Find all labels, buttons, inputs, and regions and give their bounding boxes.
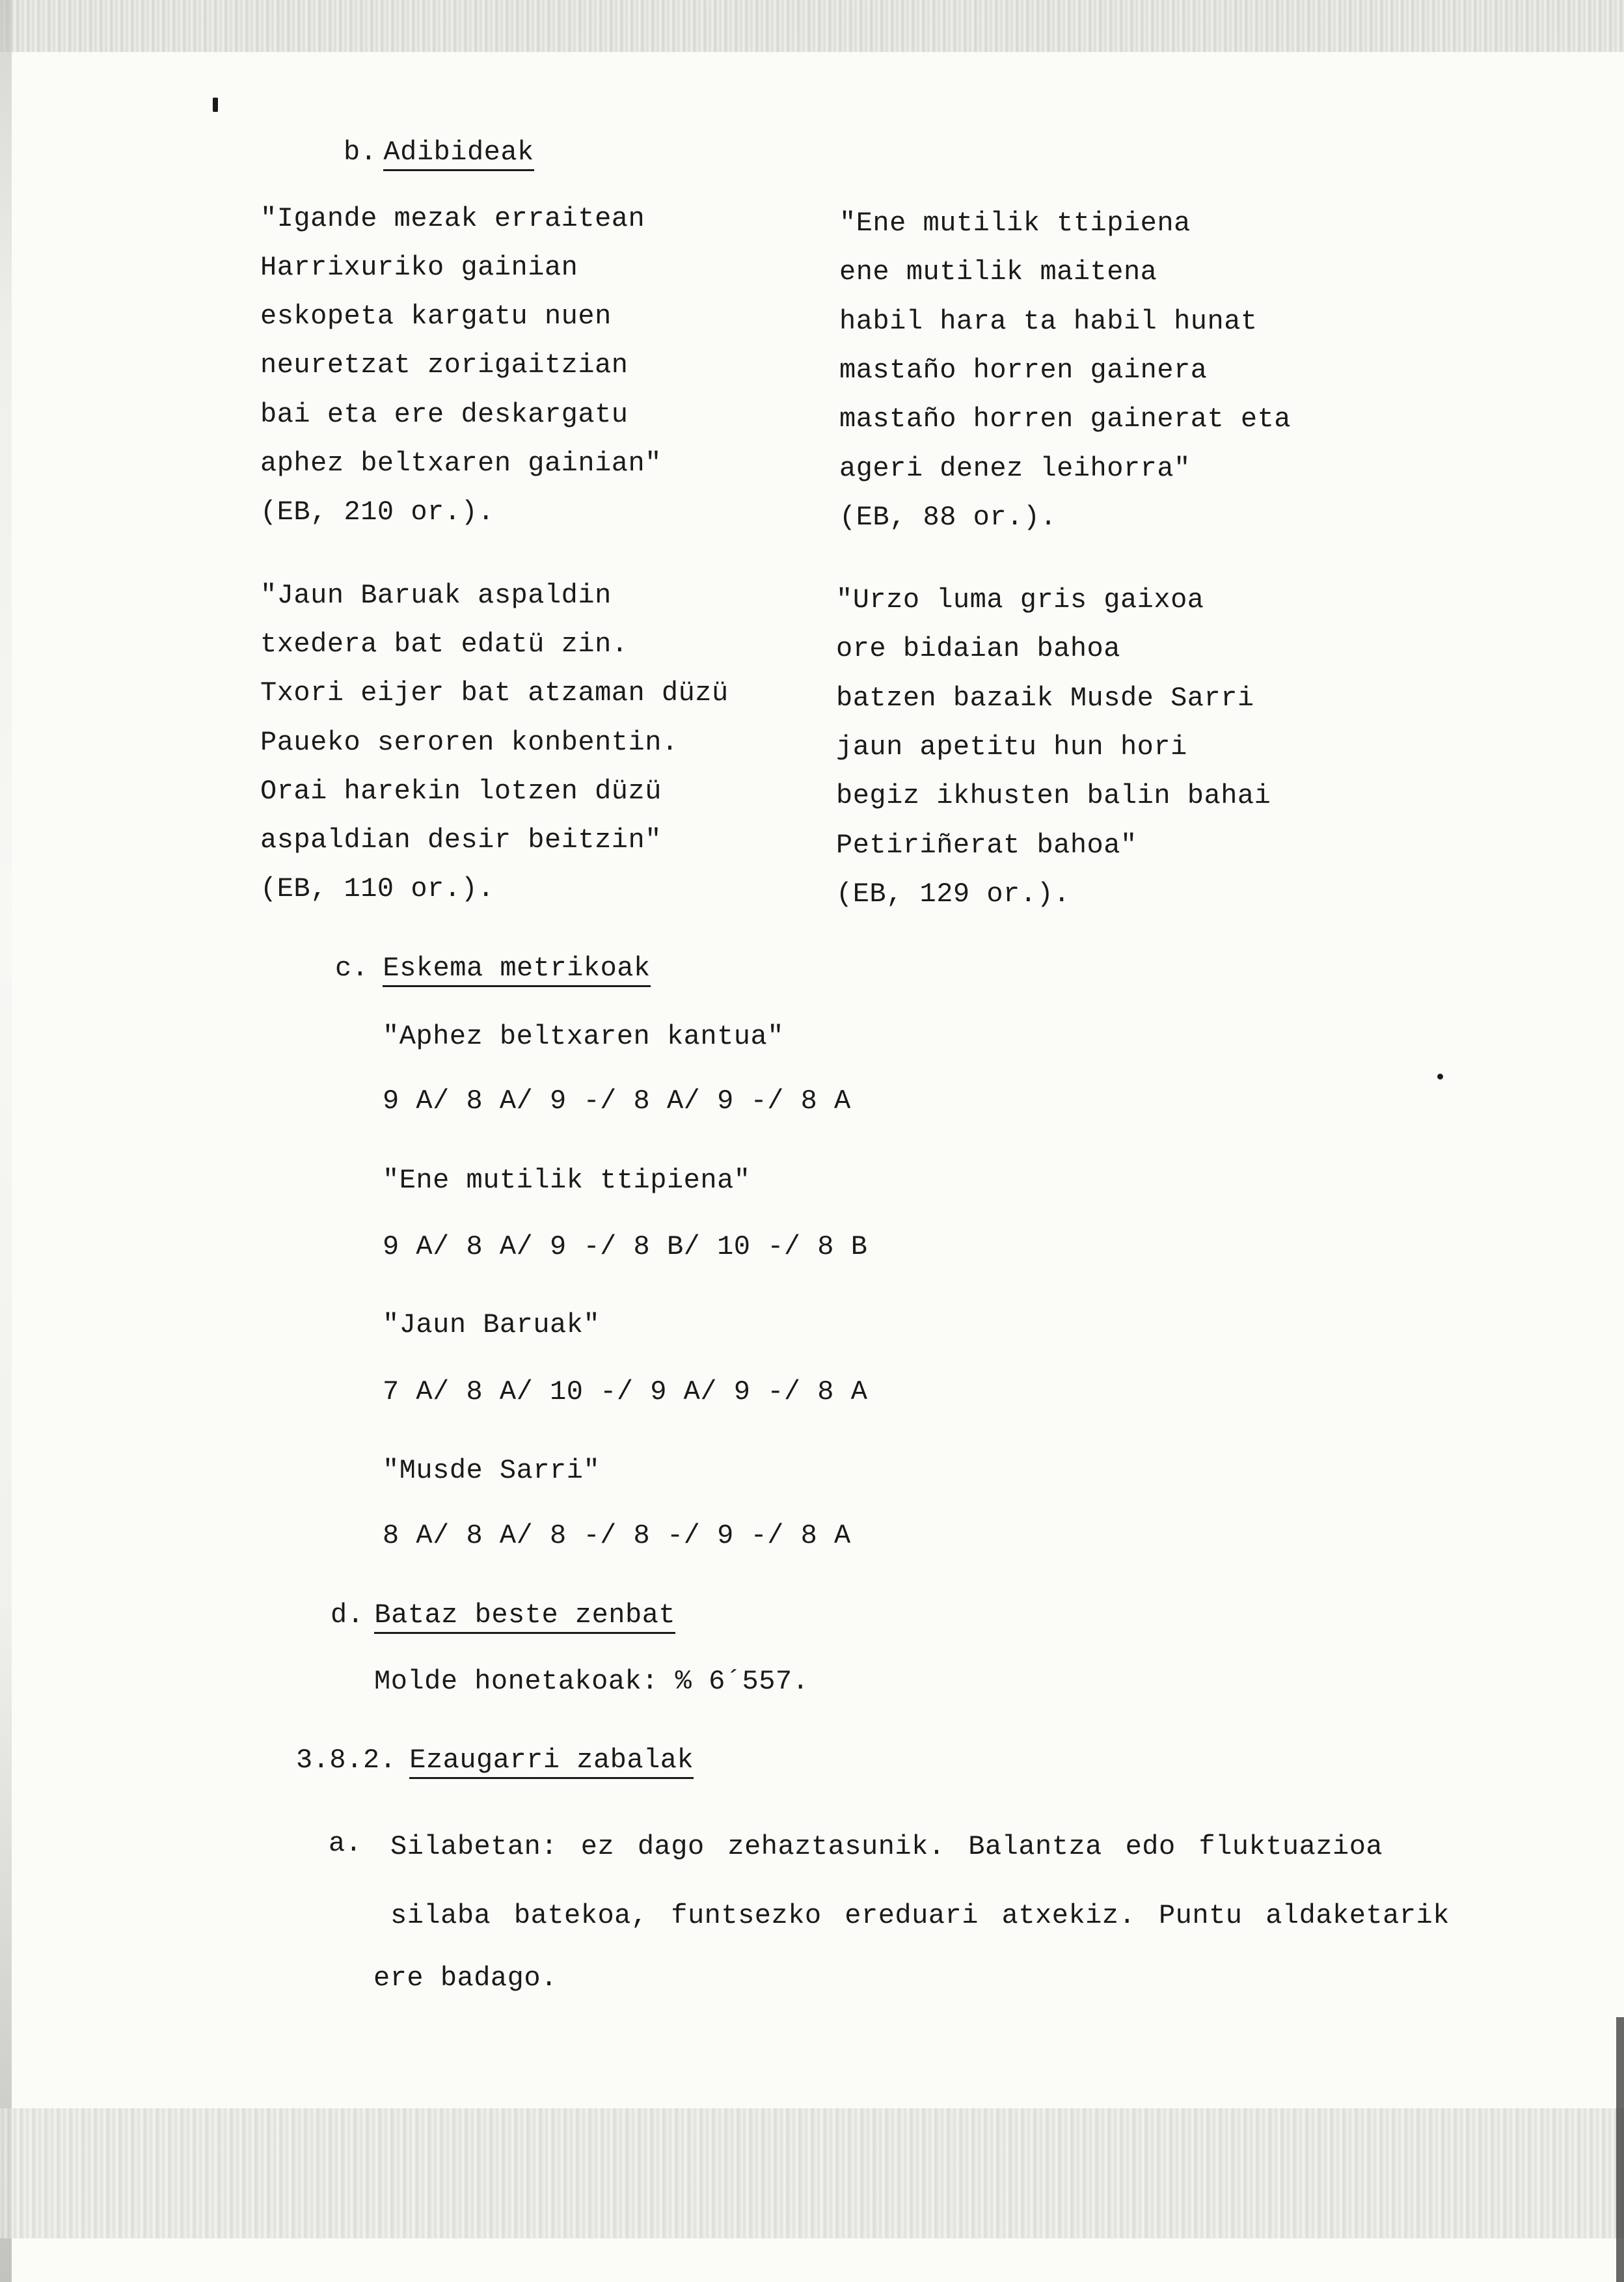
verse-line: txedera bat edatü zin. (260, 629, 629, 660)
scheme-name: "Aphez beltxaren kantua" (383, 1021, 784, 1052)
item-a-letter: a. (329, 1828, 362, 1859)
scan-bottom-edge (0, 2108, 1624, 2238)
section-b-title: Adibideak (383, 137, 534, 171)
verse-line: begiz ikhusten balin bahai (836, 780, 1271, 811)
verse-line: neuretzat zorigaitzian (260, 349, 629, 381)
item-a-line: silaba batekoa, funtsezko ereduari atxekiz. Puntu aldaketarik (390, 1900, 1450, 1931)
scan-right-edge (1616, 2017, 1624, 2282)
verse-line: aspaldian desir beitzin" (260, 824, 662, 856)
verse-line: ene mutilik maitena (839, 256, 1157, 288)
section-382-number: 3.8.2. (296, 1745, 397, 1776)
scheme-pattern: 7 A/ 8 A/ 10 -/ 9 A/ 9 -/ 8 A (383, 1376, 868, 1407)
section-d-heading (331, 1590, 675, 1640)
scan-top-edge (0, 0, 1624, 52)
item-a-line: Silabetan: ez dago zehaztasunik. Balantza edo fluktuazioa (390, 1831, 1383, 1862)
section-c-title: Eskema metrikoak (383, 953, 650, 987)
verse-line: "Igande mezak erraitean (260, 203, 645, 234)
verse-line: mastaño horren gainerat eta (839, 403, 1292, 435)
verse-line: ore bidaian bahoa (836, 633, 1120, 664)
section-c-heading (335, 944, 651, 993)
verse-line: "Urzo luma gris gaixoa (836, 584, 1204, 616)
scheme-pattern: 9 A/ 8 A/ 9 -/ 8 B/ 10 -/ 8 B (383, 1231, 868, 1262)
verse-line: mastaño horren gainera (839, 355, 1208, 386)
scheme-name: "Jaun Baruak" (383, 1309, 601, 1340)
section-d-text: Molde honetakoak: % 6´557. (374, 1666, 809, 1697)
verse-line: Txori eijer bat atzaman düzü (260, 677, 729, 709)
citation: (EB, 129 or.). (836, 878, 1070, 910)
section-c-letter: c. (335, 953, 369, 984)
verse-line: Paueko seroren konbentin. (260, 727, 679, 758)
verse-line: Orai harekin lotzen düzü (260, 776, 662, 807)
verse-line: Harrixuriko gainian (260, 252, 578, 283)
scheme-name: "Musde Sarri" (383, 1455, 601, 1486)
section-b-letter: b. (344, 137, 377, 168)
citation: (EB, 88 or.). (839, 502, 1057, 533)
section-382-title: Ezaugarri zabalak (409, 1745, 694, 1779)
verse-line: aphez beltxaren gainian" (260, 448, 662, 479)
scheme-pattern: 9 A/ 8 A/ 9 -/ 8 A/ 9 -/ 8 A (383, 1085, 851, 1117)
citation: (EB, 110 or.). (260, 873, 494, 904)
verse-line: Petiriñerat bahoa" (836, 830, 1137, 861)
stray-mark (213, 98, 218, 112)
item-a-line: ere badago. (373, 1963, 558, 1994)
verse-line: eskopeta kargatu nuen (260, 301, 612, 332)
scheme-pattern: 8 A/ 8 A/ 8 -/ 8 -/ 9 -/ 8 A (383, 1520, 851, 1551)
verse-line: batzen bazaik Musde Sarri (836, 683, 1254, 714)
section-b-heading (344, 128, 534, 177)
verse-line: bai eta ere deskargatu (260, 399, 629, 430)
verse-line: habil hara ta habil hunat (839, 306, 1258, 337)
scheme-name: "Ene mutilik ttipiena" (383, 1165, 751, 1196)
verse-line: jaun apetitu hun hori (836, 731, 1187, 763)
section-382-heading (296, 1735, 694, 1785)
citation: (EB, 210 or.). (260, 496, 494, 528)
verse-line: "Jaun Baruak aspaldin (260, 580, 612, 611)
verse-line: ageri denez leihorra" (839, 453, 1191, 484)
verse-line: "Ene mutilik ttipiena (839, 208, 1191, 239)
section-d-letter: d. (331, 1599, 364, 1631)
scan-left-edge (0, 0, 12, 2282)
stray-dot (1437, 1074, 1443, 1080)
section-d-title: Bataz beste zenbat (374, 1599, 675, 1634)
